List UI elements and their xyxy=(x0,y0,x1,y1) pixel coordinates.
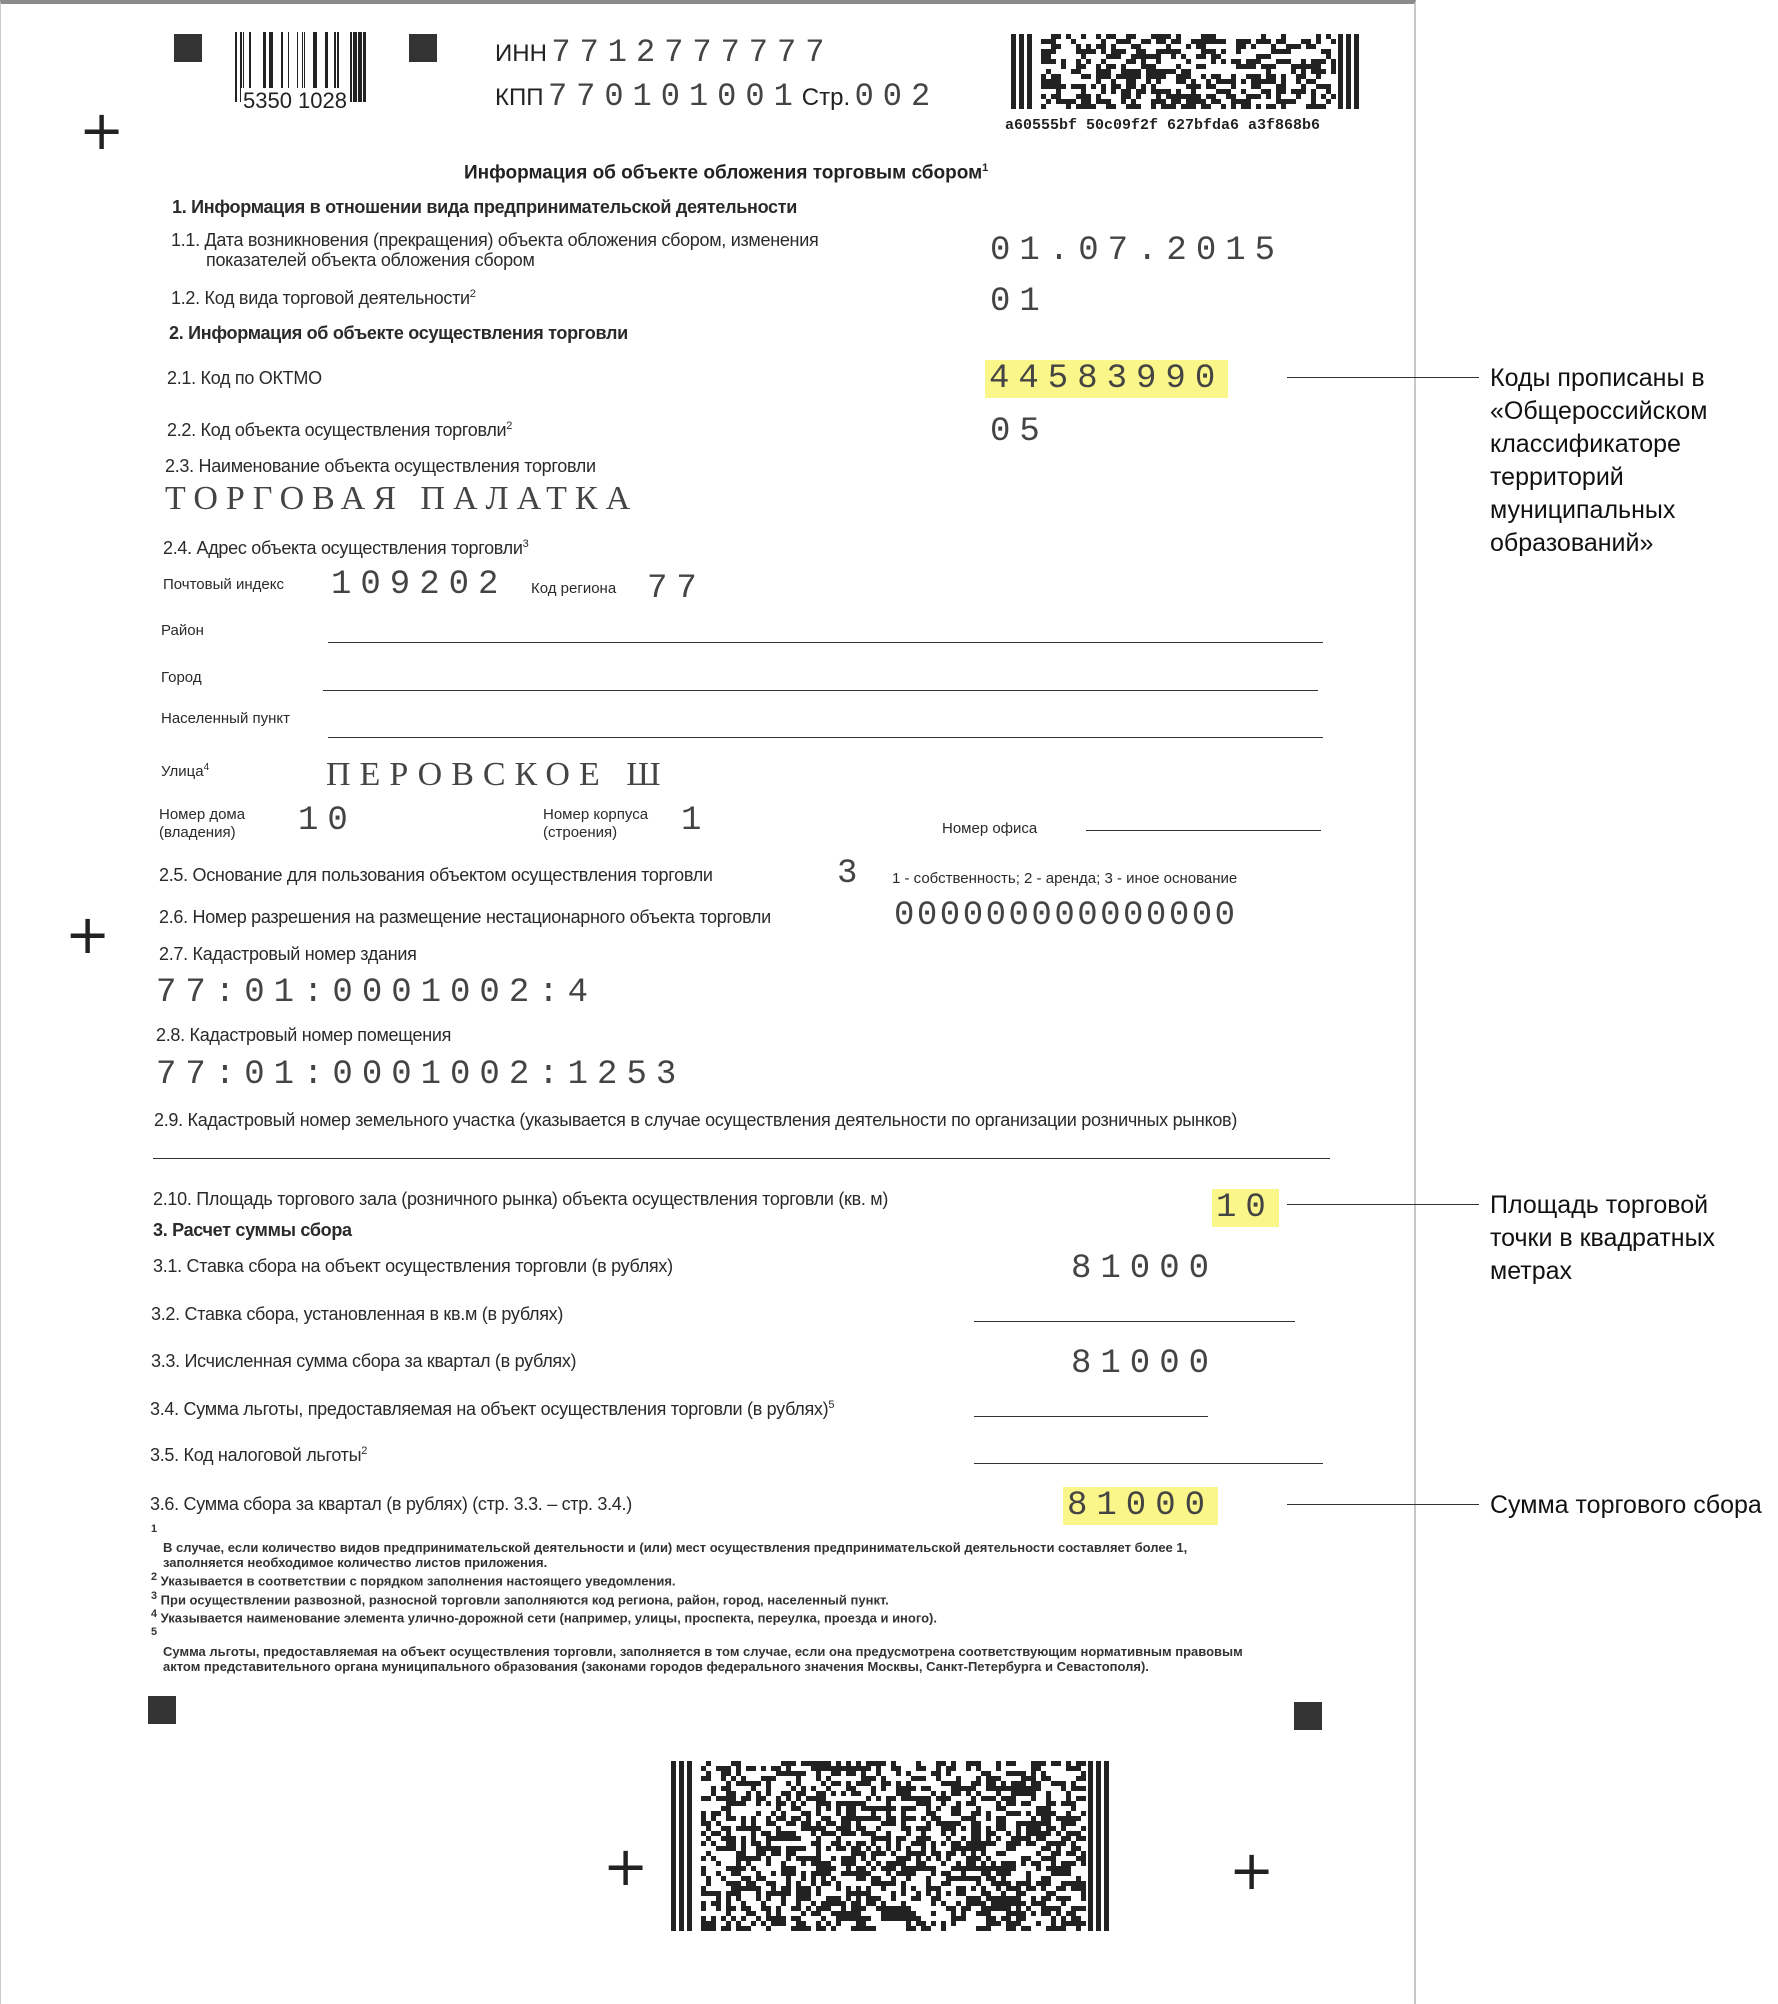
fn-num: 5 xyxy=(151,1626,158,1639)
2d-barcode-bottom xyxy=(671,1761,1112,1931)
registration-mark xyxy=(1294,1702,1322,1730)
footnotes xyxy=(151,1522,1243,1674)
row-1-1-label-cont: показателей объекта обложения сбором xyxy=(206,250,535,270)
label-text: 3.4. Сумма льготы, предоставляемая на объект осуществления торговли (в рублях) xyxy=(150,1399,829,1419)
page-label: Стр. xyxy=(801,84,851,111)
barcode-hash: a60555bf 50c09f2f 627bfda6 a3f868b6 xyxy=(1005,117,1321,134)
label-text: 3.5. Код налоговой льготы xyxy=(150,1445,362,1465)
label-text: (строения) xyxy=(543,824,618,841)
city-line xyxy=(323,690,1318,691)
annotation-connector xyxy=(1287,377,1479,378)
fn-text: Указывается наименование элемента улично-дорожной сети (например, улицы, проспекта, переулка, проезда и иного). xyxy=(160,1610,937,1626)
row-3-1-label: 3.1. Ставка сбора на объект осуществления торговли (в рублях) xyxy=(153,1256,673,1276)
inn-field xyxy=(495,34,833,71)
row-2-7-value: 77:01:0001002:4 xyxy=(156,974,598,1012)
label-text: Номер дома xyxy=(159,806,246,823)
region-value: 77 xyxy=(647,570,706,608)
locality-label: Населенный пункт xyxy=(161,710,291,727)
crosshair-mark: + xyxy=(1229,1839,1275,1902)
crosshair-mark: + xyxy=(603,1835,649,1898)
row-2-5-label: 2.5. Основание для пользования объектом осуществления торговли xyxy=(159,865,713,885)
2d-barcode xyxy=(1011,34,1362,109)
district-line xyxy=(328,642,1323,643)
footnote-2 xyxy=(151,1570,1243,1588)
postal-label: Почтовый индекс xyxy=(163,576,284,593)
title-text: Информация об объекте обложения торговым сбором xyxy=(464,162,983,184)
fn-text: При осуществлении развозной, разносной торговли заполняются код региона, район, город, населенный пункт. xyxy=(160,1591,889,1607)
building-label xyxy=(543,806,648,842)
page-value: 002 xyxy=(854,78,940,115)
registration-mark xyxy=(409,34,437,62)
section-2-heading: 2. Информация об объекте осуществления торговли xyxy=(169,323,628,343)
label-text: 2.4. Адрес объекта осуществления торговли xyxy=(163,538,523,558)
footnote-1 xyxy=(151,1522,1243,1570)
registration-mark xyxy=(148,1696,176,1724)
row-2-3-value: ТОРГОВАЯ ПАЛАТКА xyxy=(165,480,639,517)
crosshair-mark: + xyxy=(79,99,125,162)
postal-value: 109202 xyxy=(331,566,508,604)
locality-line xyxy=(328,737,1323,738)
row-3-4-label xyxy=(150,1399,834,1420)
row-3-5-label xyxy=(150,1445,367,1466)
annotation-oktmo: Коды прописаны в «Общероссийском классификаторе территорий муниципальных образований» xyxy=(1490,364,1708,557)
row-2-6-label: 2.6. Номер разрешения на размещение нестационарного объекта торговли xyxy=(159,907,771,927)
kpp-value: 770101001 xyxy=(547,78,802,115)
inn-label: ИНН xyxy=(495,40,547,67)
row-2-5-value: 3 xyxy=(837,855,867,893)
annotation-connector xyxy=(1287,1204,1479,1205)
footnote-4 xyxy=(151,1607,1243,1625)
fn-text: В случае, если количество видов предпринимательской деятельности и (или) мест осуществления предпринимательской деятельности составляет более 1, xyxy=(163,1540,1188,1556)
footnote-5 xyxy=(151,1625,1243,1673)
building-value: 1 xyxy=(681,802,711,840)
kpp-label: КПП xyxy=(495,84,544,111)
sup: 2 xyxy=(469,288,476,300)
row-3-2-line xyxy=(974,1321,1295,1322)
annotation-area: Площадь торговой точки в квадратных метрах xyxy=(1490,1191,1716,1285)
row-3-4-line xyxy=(974,1416,1208,1417)
registration-mark xyxy=(174,34,202,62)
fn-num: 1 xyxy=(151,1523,158,1535)
row-2-4-label xyxy=(163,538,528,559)
crosshair-mark: + xyxy=(65,903,111,966)
barcode-text: 5350 1028 xyxy=(243,88,347,113)
section-3-heading: 3. Расчет суммы сбора xyxy=(153,1220,352,1240)
sup: 3 xyxy=(522,538,529,550)
fn-num: 3 xyxy=(151,1589,158,1602)
row-1-1-value: 01.07.2015 xyxy=(990,232,1285,270)
row-3-2-label: 3.2. Ставка сбора, установленная в кв.м (в рублях) xyxy=(151,1304,564,1324)
row-3-5-line xyxy=(974,1463,1323,1464)
label-text: Номер корпуса xyxy=(543,806,649,823)
row-2-10-value: 10 xyxy=(1212,1189,1279,1227)
office-line xyxy=(1086,830,1321,831)
annotation-sum: Сумма торгового сбора xyxy=(1490,1491,1762,1519)
sup: 2 xyxy=(506,420,513,432)
footnote-3 xyxy=(151,1589,1243,1607)
row-2-2-value: 05 xyxy=(990,413,1049,451)
label-text: Улица xyxy=(161,763,204,780)
row-3-6-label: 3.6. Сумма сбора за квартал (в рублях) (стр. 3.3. – стр. 3.4.) xyxy=(150,1494,632,1514)
fn-text: Сумма льготы, предоставляемая на объект осуществления торговли, заполняется в том случае, если она предусмотрена соответствующим нормативным правовым xyxy=(163,1643,1243,1659)
sup: 2 xyxy=(361,1445,368,1457)
label-text: 2.2. Код объекта осуществления торговли xyxy=(167,420,507,440)
row-2-1-value: 44583990 xyxy=(985,360,1228,398)
district-label: Район xyxy=(161,622,204,639)
label-text: (владения) xyxy=(159,824,236,841)
row-1-1-label: 1.1. Дата возникновения (прекращения) объекта обложения сбором, изменения xyxy=(171,230,819,250)
fn-text: Указывается в соответствии с порядком заполнения настоящего уведомления. xyxy=(160,1573,676,1589)
row-2-3-label: 2.3. Наименование объекта осуществления торговли xyxy=(165,456,596,476)
street-label xyxy=(161,762,209,780)
row-3-1-value: 81000 xyxy=(1071,1250,1219,1288)
title-sup: 1 xyxy=(982,162,989,174)
fn-num: 4 xyxy=(151,1607,158,1620)
region-label: Код региона xyxy=(531,580,617,597)
row-2-2-label xyxy=(167,420,512,441)
form-title xyxy=(464,162,988,184)
inn-value: 7712777777 xyxy=(551,34,834,71)
kpp-field xyxy=(495,78,939,115)
row-2-9-label: 2.9. Кадастровый номер земельного участка (указывается в случае осуществления деятельности по организации розничных рынков) xyxy=(154,1110,1238,1130)
row-2-1-label: 2.1. Код по ОКТМО xyxy=(167,368,322,388)
fn-text: актом представительного органа муниципального образования (законами городов федерального значения Москвы, Санкт-Петербурга и Севастополя). xyxy=(163,1658,1149,1674)
row-3-6-value: 81000 xyxy=(1063,1487,1218,1525)
house-value: 10 xyxy=(298,802,357,840)
sup: 5 xyxy=(828,1399,835,1411)
row-2-8-value: 77:01:0001002:1253 xyxy=(156,1056,686,1094)
label-text: 1.2. Код вида торговой деятельности xyxy=(171,288,470,308)
row-2-9-line xyxy=(153,1158,1330,1159)
fn-text: заполняется необходимое количество листов приложения. xyxy=(163,1555,548,1571)
row-2-7-label: 2.7. Кадастровый номер здания xyxy=(159,944,417,964)
sup: 4 xyxy=(203,762,210,773)
row-2-8-label: 2.8. Кадастровый номер помещения xyxy=(156,1025,452,1045)
row-1-2-label xyxy=(171,288,476,309)
house-label xyxy=(159,806,245,842)
row-2-5-legend: 1 - собственность; 2 - аренда; 3 - иное основание xyxy=(892,870,1238,887)
section-1-heading: 1. Информация в отношении вида предпринимательской деятельности xyxy=(172,197,798,217)
row-3-3-label: 3.3. Исчисленная сумма сбора за квартал (в рублях) xyxy=(151,1351,577,1371)
row-3-3-value: 81000 xyxy=(1071,1345,1219,1383)
row-1-2-value: 01 xyxy=(990,283,1049,321)
street-value: ПЕРОВСКОЕ Ш xyxy=(326,756,670,793)
fn-num: 2 xyxy=(151,1571,158,1584)
annotation-connector xyxy=(1287,1504,1479,1505)
row-2-6-value: 000000000000000 xyxy=(894,897,1238,935)
city-label: Город xyxy=(161,669,202,686)
office-label: Номер офиса xyxy=(942,820,1038,837)
row-2-10-label: 2.10. Площадь торгового зала (розничного рынка) объекта осуществления торговли (кв. м) xyxy=(153,1189,889,1209)
